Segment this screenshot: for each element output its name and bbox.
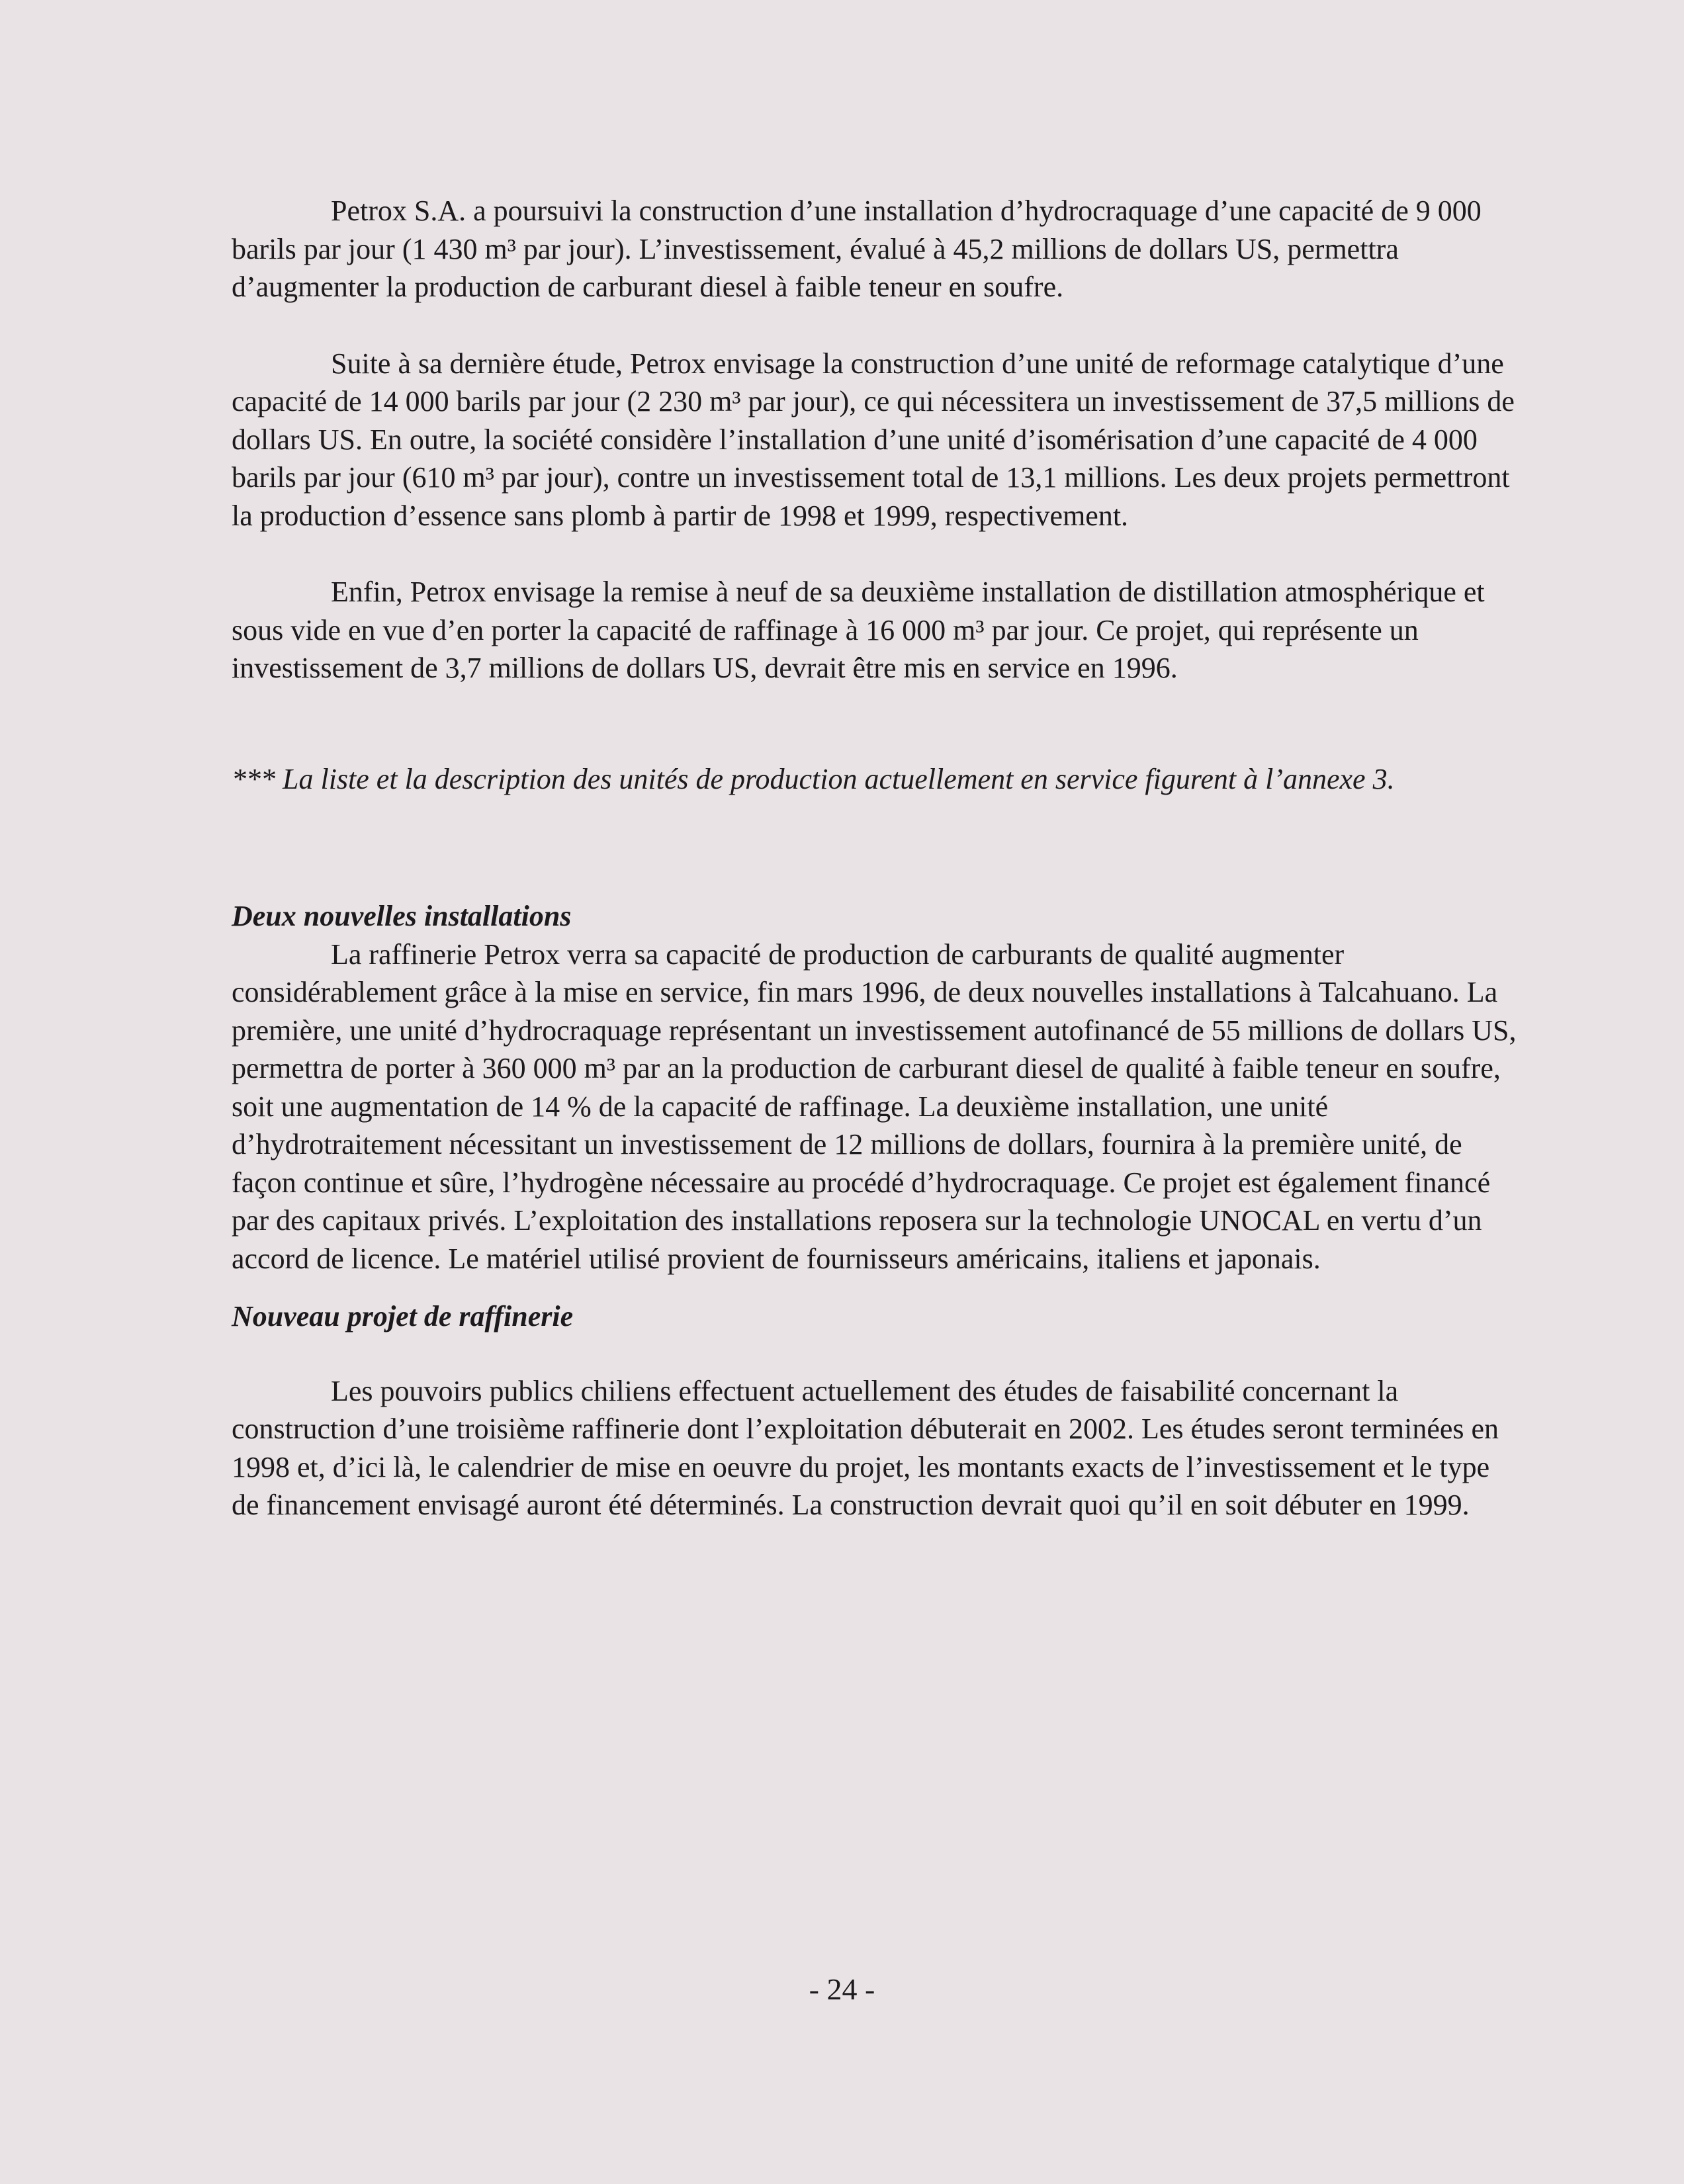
- annex-note: *** La liste et la description des unités de production actuellement en service figurent à l’annexe 3.: [232, 762, 1395, 795]
- section-heading-deux-installations: Deux nouvelles installations: [232, 900, 572, 932]
- section-heading-nouveau-projet: Nouveau projet de raffinerie: [232, 1300, 574, 1332]
- paragraph-petrox-hydrocraquage: Petrox S.A. a poursuivi la construction d’une installation d’hydrocraquage d’une capacité de 9 000 barils par jour (1 430 m³ par jour). L’investissement, évalué à 45,2 millions de dollars US, permettra d’augmenter la production de carburant diesel à faible teneur en soufre.: [232, 195, 1482, 303]
- paragraph-nouveau-projet: Les pouvoirs publics chiliens effectuent actuellement des études de faisabilité concernant la construction d’une troisième raffinerie dont l’exploitation débuterait en 2002. Les études seront terminées en 1998 et, d’ici là, le calendrier de mise en oeuvre du projet, les montants exacts de l’investissement et le type de financement envisagé auront été déterminés. La construction devrait quoi qu’il en soit débuter en 1999.: [232, 1374, 1499, 1521]
- paragraph-distillation: Enfin, Petrox envisage la remise à neuf de sa deuxième installation de distillation atmosphérique et sous vide en vue d’en porter la capacité de raffinage à 16 000 m³ par jour. Ce projet, qui représente un investissement de 3,7 millions de dollars US, devrait être mis en service en 1996.: [232, 576, 1485, 684]
- paragraph-reformage-catalytique: Suite à sa dernière étude, Petrox envisage la construction d’une unité de reformage catalytique d’une capacité de 14 000 barils par jour (2 230 m³ par jour), ce qui nécessitera un investissement de 37,5 millions de dollars US. En outre, la société considère l’installation d’une unité d’isomérisation d’une capacité de 4 000 barils par jour (610 m³ par jour), contre un investissement total de 13,1 millions. Les deux projets permettront la production d’essence sans plomb à partir de 1998 et 1999, respectivement.: [232, 347, 1515, 532]
- document-body: [232, 192, 1522, 1524]
- paragraph-deux-installations: La raffinerie Petrox verra sa capacité de production de carburants de qualité augmenter considérablement grâce à la mise en service, fin mars 1996, de deux nouvelles installations à Talcahuano. La première, une unité d’hydrocraquage représentant un investissement autofinancé de 55 millions de dollars US, permettra de porter à 360 000 m³ par an la production de carburant diesel de qualité à faible teneur en soufre, soit une augmentation de 14 % de la capacité de raffinage. La deuxième installation, une unité d’hydrotraitement nécessitant un investissement de 12 millions de dollars, fournira à la première unité, de façon continue et sûre, l’hydrogène nécessaire au procédé d’hydrocraquage. Ce projet est également financé par des capitaux privés. L’exploitation des installations reposera sur la technologie UNOCAL en vertu d’un accord de licence. Le matériel utilisé provient de fournisseurs américains, italiens et japonais.: [232, 938, 1517, 1275]
- page-number: - 24 -: [809, 1972, 875, 2006]
